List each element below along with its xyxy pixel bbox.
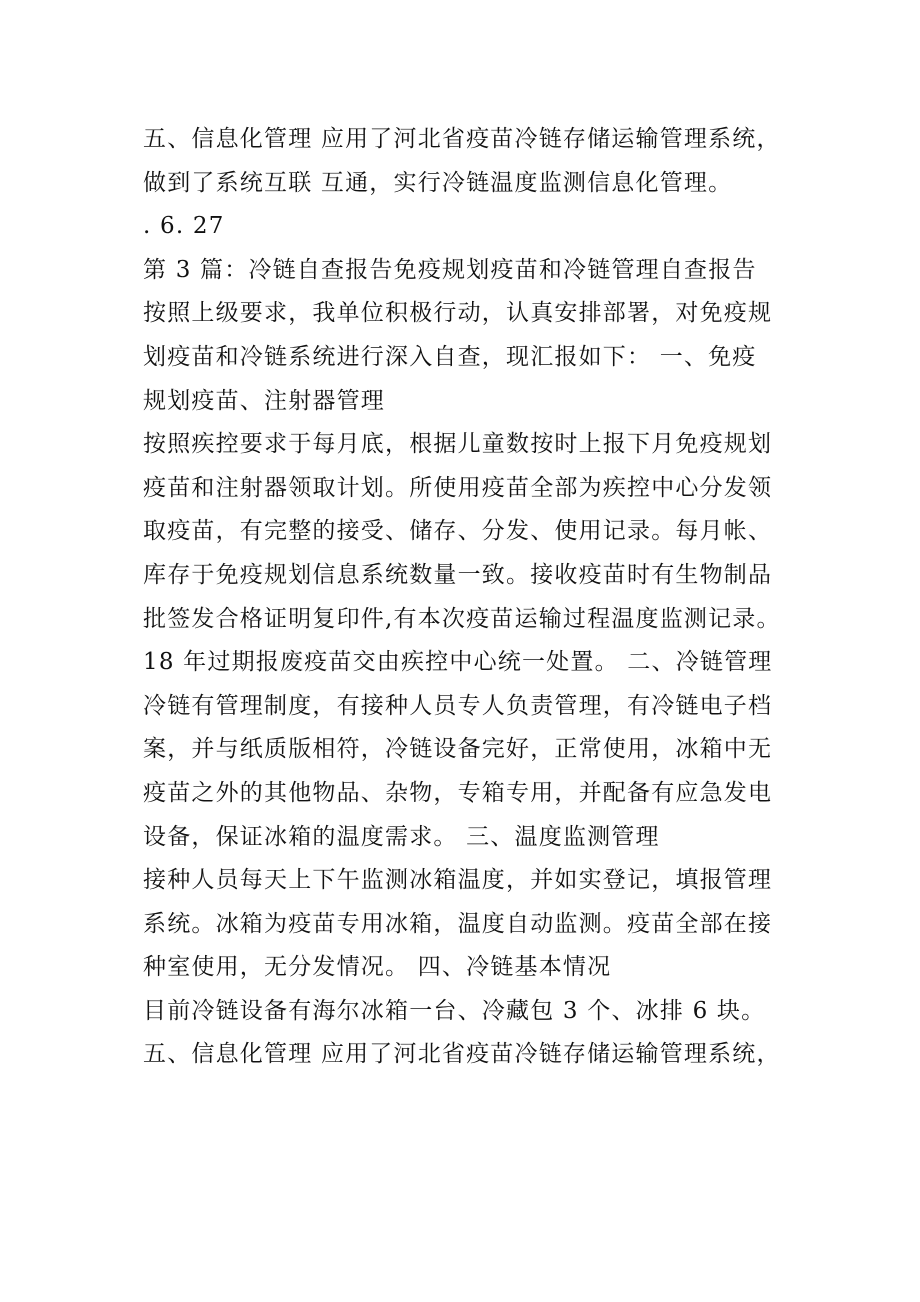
text-line: 目前冷链设备有海尔冰箱一台、冷藏包 3 个、冰排 6 块。	[143, 997, 766, 1024]
text-line: 设备，保证冰箱的温度需求。 三、温度监测管理	[143, 823, 660, 850]
text-line: 按照上级要求，我单位积极行动，认真安排部署，对免疫规	[143, 300, 773, 327]
text-line: . 6. 27	[143, 213, 225, 240]
text-line: 疫苗之外的其他物品、杂物，专箱专用，并配备有应急发电	[143, 779, 773, 806]
text-line: 批签发合格证明复印件,有本次疫苗运输过程温度监测记录。	[143, 605, 781, 632]
text-line: 疫苗和注射器领取计划。所使用疫苗全部为疾控中心分发领	[143, 474, 773, 501]
text-line: 案，并与纸质版相符，冷链设备完好，正常使用，冰箱中无	[143, 736, 773, 763]
text-line: 规划疫苗、注射器管理	[143, 387, 385, 414]
text-line: 系统。冰箱为疫苗专用冰箱，温度自动监测。疫苗全部在接	[143, 910, 773, 937]
section-heading: 第 3 篇：冷链自查报告免疫规划疫苗和冷链管理自查报告	[143, 256, 757, 283]
document-body	[143, 118, 803, 1077]
text-line: 18 年过期报废疫苗交由疾控中心统一处置。 二、冷链管理	[143, 649, 773, 676]
text-line: 按照疾控要求于每月底，根据儿童数按时上报下月免疫规划	[143, 431, 773, 458]
text-line: 五、信息化管理 应用了河北省疫苗冷链存储运输管理系统，	[143, 1041, 781, 1068]
text-line: 冷链有管理制度，有接种人员专人负责管理，有冷链电子档	[143, 692, 773, 719]
text-line: 接种人员每天上下午监测冰箱温度，并如实登记，填报管理	[143, 867, 773, 894]
text-line: 取疫苗，有完整的接受、储存、分发、使用记录。每月帐、	[143, 518, 773, 545]
text-line: 划疫苗和冷链系统进行深入自查，现汇报如下： 一、免疫	[143, 343, 757, 370]
text-line: 做到了系统互联 互通，实行冷链温度监测信息化管理。	[143, 169, 733, 196]
text-line: 五、信息化管理 应用了河北省疫苗冷链存储运输管理系统，	[143, 126, 781, 152]
text-line: 库存于免疫规划信息系统数量一致。接收疫苗时有生物制品	[143, 561, 773, 588]
text-line: 种室使用，无分发情况。 四、冷链基本情况	[143, 954, 612, 981]
